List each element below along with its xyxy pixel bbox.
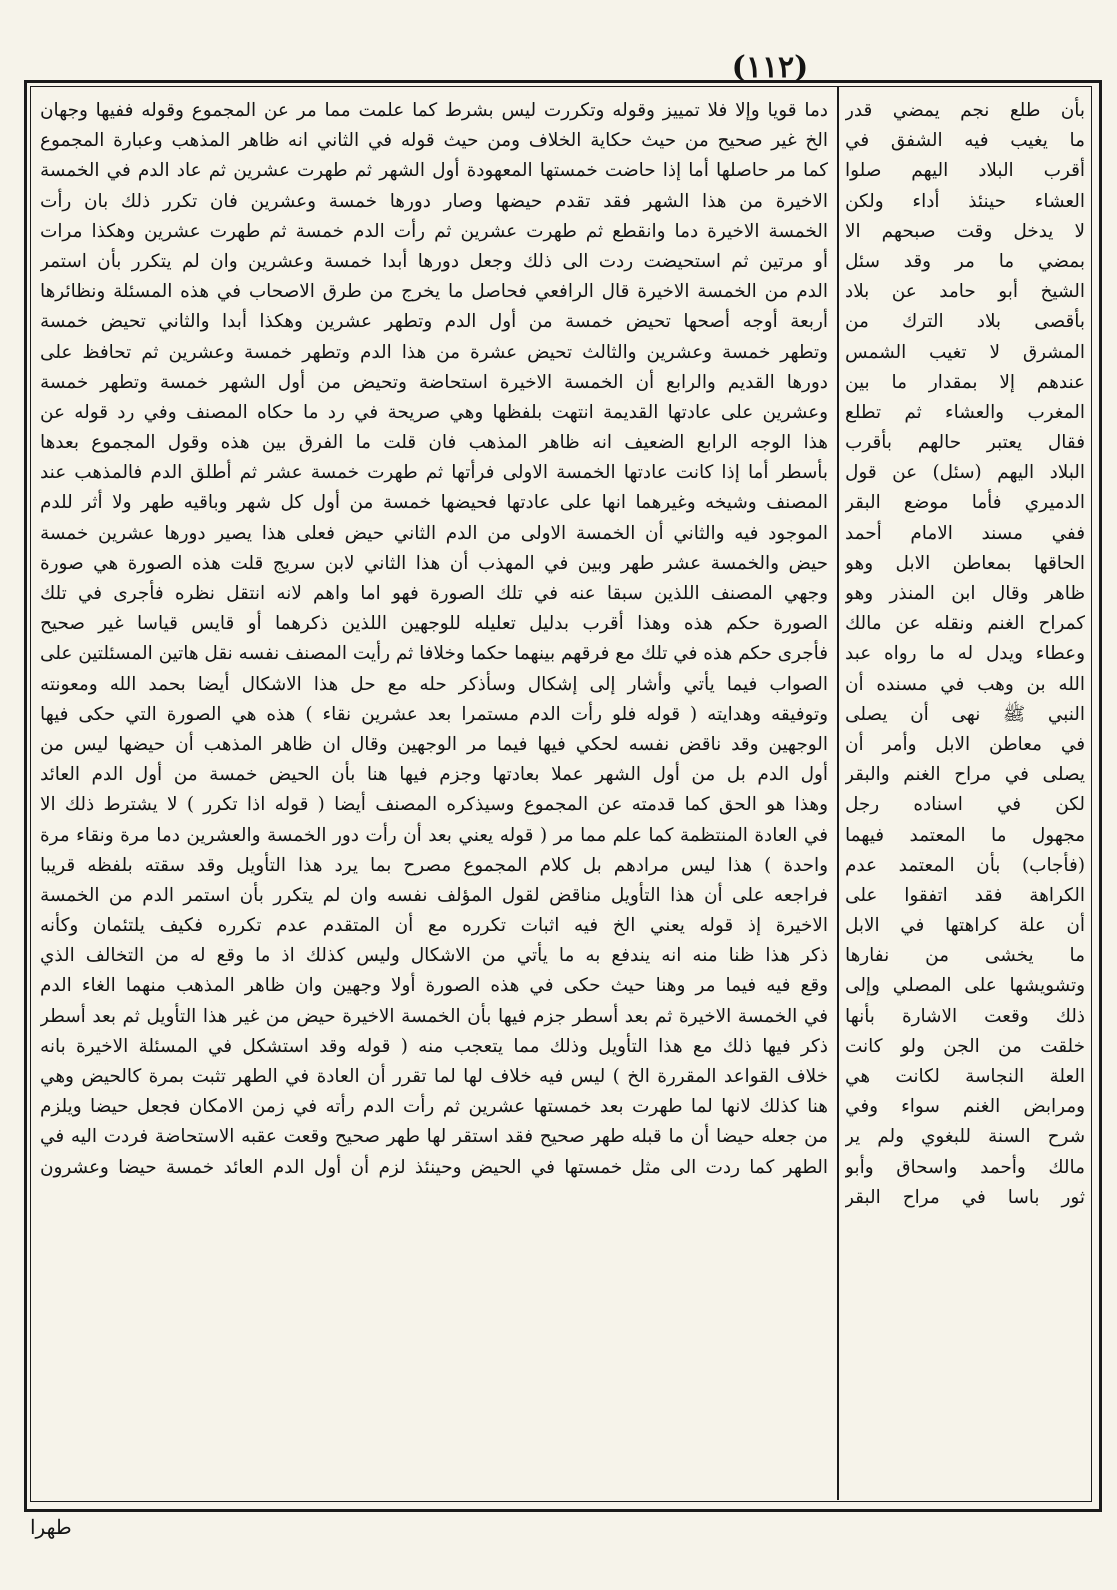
margin-line: ومرابض الغنم سواء وفي [845, 1096, 1085, 1118]
margin-line: العلة النجاسة لكانت هي [845, 1066, 1085, 1087]
margin-line: يصلى في مراح الغنم والبقر [845, 764, 1085, 786]
main-line: الصواب فيما يأتي وأشار إلى إشكال وسأذكر حله مع حل هذا الاشكال أيضا بحمد الله ومعونته [40, 673, 828, 695]
margin-line: المشرق لا تغيب الشمس [845, 341, 1085, 363]
main-line: هذا الوجه الرابع الضعيف انه ظاهر المذهب فان قلت ما الفرق بين هذه وقول المجموع بعدها [40, 432, 828, 454]
page-number: (١١٢) [731, 50, 809, 85]
main-line: أربعة أوجه أصحها تحيض خمسة من أول الدم وتطهر عشرين وهكذا أبدا والثاني تحيض خمسة [40, 311, 828, 333]
main-line: الصورة حكم هذه وهذا أقرب بدليل تعليله للوجهين اللذين ذكرهما أو قايس قياسا غير صحيح [40, 613, 828, 635]
main-line: من جعله حيضا أن ما قبله طهر صحيح فقد استقر لها طهر صحيح وقعت عقبه الاستحاضة فردت اليه في [40, 1126, 828, 1148]
main-line: الخمسة الاخيرة دما وانقطع ثم طهرت عشرين ثم رأت الدم خمسة ثم طهرت عشرين وهكذا مرات [40, 220, 828, 242]
margin-line: مجهول ما المعتمد فيهما [845, 824, 1085, 846]
margin-line: ففي مسند الامام أحمد [845, 522, 1085, 544]
margin-line: ما يغيب فيه الشفق في [845, 130, 1085, 152]
margin-text [845, 96, 1085, 1213]
main-line: وجهي المصنف اللذين سبقا عنه في تلك الصورة فهو اما واهم لانه انتقل نظره فأجرى في تلك [40, 583, 828, 604]
margin-line: فقال يعتبر حالهم بأقرب [845, 432, 1085, 454]
margin-line: شرح السنة للبغوي ولم ير [845, 1126, 1085, 1148]
main-line: الطهر كما ردت الى مثل خمستها في الحيض وحينئذ لزم أن أول الدم العائد خمسة حيضا وعشرون [40, 1156, 828, 1178]
main-line: وتوفيقه وهدايته ( قوله فلو رأت الدم مستمرا بعد عشرين نقاء ) هذه هي الصورة التي حكى فيها [40, 703, 828, 725]
margin-line: (فأجاب) بأن المعتمد عدم [845, 854, 1085, 876]
margin-line: الله بن وهب في مسنده أن [845, 673, 1085, 695]
margin-line: ذلك وقعت الاشارة بأنها [845, 1005, 1085, 1027]
main-text [40, 96, 828, 1183]
main-line: أو مرتين ثم استحيضت ردت الى ذلك وجعل دورها أبدا خمسة وعشرين وان لم يتكرر بأن استمر [40, 250, 828, 272]
margin-line: الحاقها بمعاطن الابل وهو [845, 552, 1085, 574]
margin-line: وتشويشها على المصلي وإلى [845, 975, 1085, 997]
main-line: حيض والخمسة عشر طهر وبين في المهذب أن هذا الثاني لابن سريج قلت هذه الصورة هي صورة [40, 552, 828, 574]
margin-line: لكن في اسناده رجل [845, 794, 1085, 816]
main-line: الدم من الخمسة الاخيرة قال الرافعي فحاصل ما يخرج من طرق الاصحاب في هذه المسئلة ونظائرها [40, 281, 828, 303]
main-line: الخ غير صحيح من حيث حكاية الخلاف ومن حيث قوله في الثاني انه ظاهر المذهب وعبارة المجموع [40, 130, 828, 152]
margin-line: بمضي ما مر وقد سئل [845, 250, 1085, 272]
main-line: المصنف وشيخه وغيرهما انها على عادتها فحيضها خمسة من أول كل شهر وباقيه طهر ولا أثر للدم [40, 492, 828, 514]
main-line: وهذا هو الحق كما قدمته عن المجموع وسيذكره المصنف أيضا ( قوله اذا تكرر ) لا يشترط ذلك الا [40, 794, 828, 816]
main-line: الموجود فيه والثاني أن الخمسة الاولى من الدم الثاني حيض فعلى هذا يصير دورها عشرين خمسة [40, 522, 828, 544]
margin-line: البلاد اليهم (سئل) عن قول [845, 462, 1085, 484]
margin-line: لا يدخل وقت صبحهم الا [845, 220, 1085, 242]
margin-line: الكراهة فقد اتفقوا على [845, 884, 1085, 906]
margin-line: النبي ﷺ نهى أن يصلى [845, 703, 1085, 725]
margin-line: وعطاء ويدل له ما رواه عبد [845, 643, 1085, 665]
main-line: ذكر فيها ذلك مع هذا التأويل وذلك مما يتعجب منه ( قوله وقد استشكل في المسئلة الاخيرة بانه [40, 1035, 828, 1057]
margin-line: بأن طلع نجم يمضي قدر [845, 100, 1085, 121]
main-line: فراجعه على أن هذا التأويل مناقض لقول المؤلف نفسه وان لم يتكرر بأن استمر الدم من الخمسة [40, 884, 828, 906]
main-line: بأسطر أما إذا كانت عادتها الخمسة الاولى فرأتها ثم طهرت خمسة عشر ثم أطلق الدم فالمذهب عند [40, 462, 828, 484]
main-line: الاخيرة من هذا الشهر فقد تقدم حيضها وصار دورها خمسة وعشرين فان تكرر ذلك بان رأت [40, 190, 828, 212]
main-line: وتطهر خمسة وعشرين والثالث تحيض عشرة من هذا الدم وتطهر خمسة وعشرين ثم تحافظ على [40, 341, 828, 363]
main-line: فأجرى حكم هذه في تلك مع فرقهم بينهما حكما وخلافا ثم رأيت المصنف نفسه نقل هاتين المسئلتين على [40, 643, 828, 665]
main-line: في الخمسة الاخيرة ثم بعد أسطر جزم فيها بأن الخمسة الاخيرة حيض من غير هذا التأويل ثم بعد أسطر [40, 1005, 828, 1027]
margin-line: بأقصى بلاد الترك من [845, 311, 1085, 333]
margin-line: في معاطن الابل وأمر أن [845, 733, 1085, 755]
margin-line: مالك وأحمد واسحاق وأبو [845, 1156, 1085, 1178]
main-line: هنا كذلك لانها لما طهرت بعد خمستها عشرين ثم رأت الدم رأته في زمن الامكان فجعل حيضا ويلزم [40, 1096, 828, 1118]
margin-line: العشاء حينئذ أداء ولكن [845, 190, 1085, 212]
main-line: وقع فيه فيما مر وهنا حيث حكى في هذه الصورة أولا وجهين وان ظاهر المذهب منهما الغاء الدم [40, 975, 828, 997]
margin-line: ثور باسا في مراح البقر [845, 1186, 1085, 1208]
main-line: دورها القديم والرابع أن الخمسة الاخيرة استحاضة وتحيض من أول الشهر خمسة وتطهر خمسة [40, 371, 828, 393]
margin-line: الدميري فأما موضع البقر [845, 492, 1085, 514]
margin-line: كمراح الغنم ونقله عن مالك [845, 613, 1085, 635]
main-line: الاخيرة إذ قوله يعني الخ فيه اثبات تكرره مع أن المتقدم عدم تكرره فكيف يلتئمان وكأنه [40, 915, 828, 937]
main-line: واحدة ) هذا ليس مرادهم بل كلام المجموع مصرح بما يرد هذا التأويل وقد سقته بلفظه قريبا [40, 854, 828, 876]
margin-line: أن علة كراهتها في الابل [845, 915, 1085, 937]
margin-line: عندهم إلا بمقدار ما بين [845, 371, 1085, 393]
margin-line: المغرب والعشاء ثم تطلع [845, 401, 1085, 423]
main-line: وعشرين على عادتها القديمة انتهت بلفظها وهي صريحة في رد ما حكاه المصنف وفي رد قوله عن [40, 401, 828, 423]
main-line: دما قويا وإلا فلا تمييز وقوله وتكررت ليس بشرط كما علمت مما مر عن المجموع وقوله ففيها وجهان [40, 100, 828, 121]
main-line: الوجهين وقد ناقض نفسه لحكي فيها فيما مر الوجهين وقال ان ظاهر المذهب أن حيضها ليس من [40, 733, 828, 755]
main-line: خلاف القواعد المقررة الخ ) ليس فيه خلاف لها لما تقرر أن العادة في الطهر تثبت بمرة كالحيض وهي [40, 1066, 828, 1087]
catchword: طهرا [30, 1515, 72, 1539]
margin-line: خلقت من الجن ولو كانت [845, 1035, 1085, 1057]
margin-line: أقرب البلاد اليهم صلوا [845, 160, 1085, 182]
margin-line: ظاهر وقال ابن المنذر وهو [845, 583, 1085, 604]
main-line: ذكر هذا ظنا منه انه يندفع به ما يأتي من الاشكال وليس كذلك اذ ما وقع له من التخالف الذي [40, 945, 828, 967]
margin-line: الشيخ أبو حامد عن بلاد [845, 281, 1085, 303]
margin-line: ما يخشى من نفارها [845, 945, 1085, 967]
main-line: كما مر حاصلها أما إذا حاضت خمستها المعهودة أول الشهر ثم طهرت عشرين ثم عاد الدم في الخمسة [40, 160, 828, 182]
main-line: في العادة المنتظمة كما علم مما مر ( قوله يعني بعد أن رأت دور الخمسة والعشرين دما مرة ونقاء مرة [40, 824, 828, 846]
main-line: أول الدم بل من أول الشهر عملا بعادتها وجزم فيها هنا بأن الحيض خمسة من أول الدم العائد [40, 764, 828, 786]
